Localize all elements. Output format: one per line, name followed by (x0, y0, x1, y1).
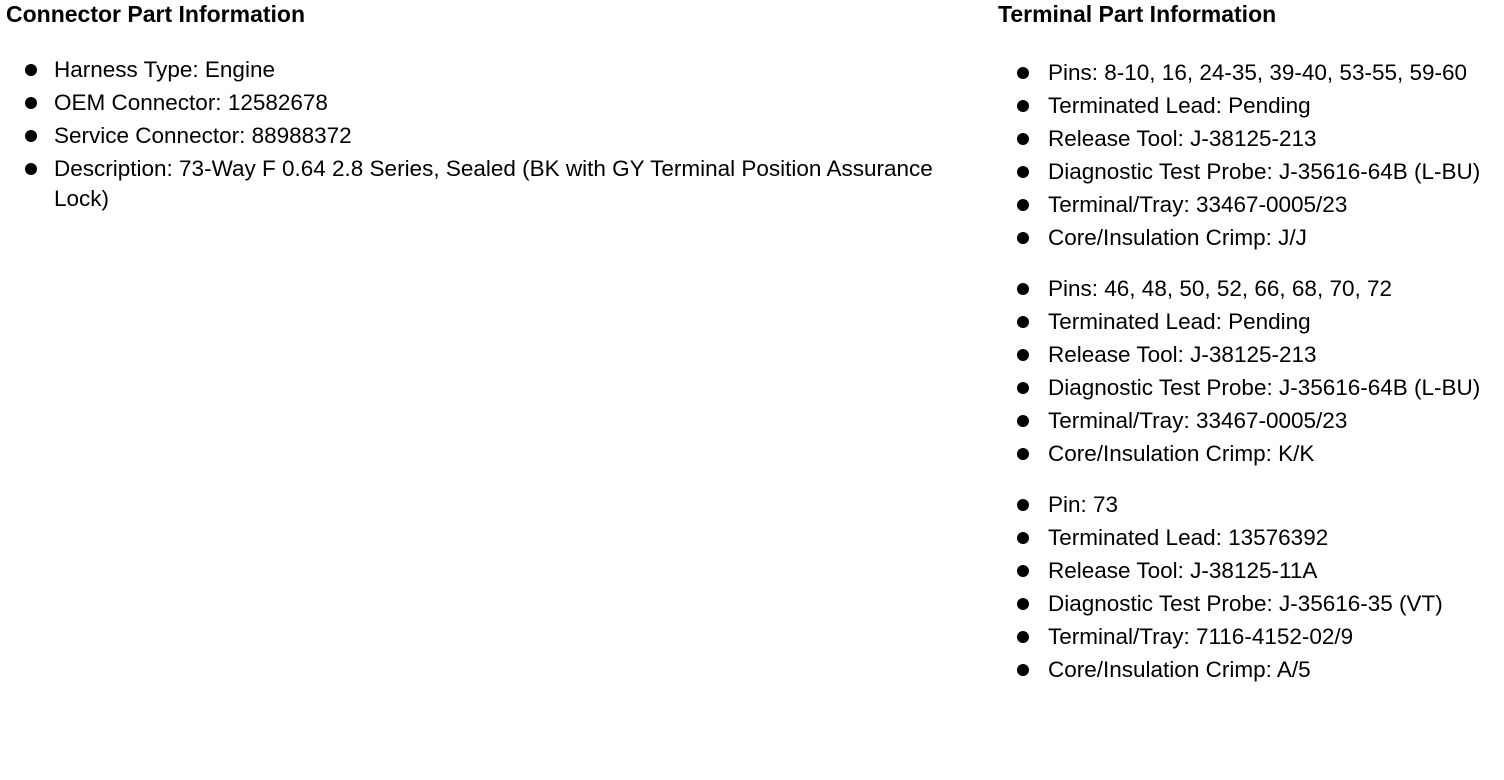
list-item (998, 124, 1498, 154)
list-item-text: OEM Connector: 12582678 (54, 90, 328, 115)
list-item (6, 154, 966, 214)
list-item (998, 556, 1498, 586)
bullet-icon (1017, 598, 1029, 610)
list-item (998, 91, 1498, 121)
bullet-icon (1017, 166, 1029, 178)
list-item (998, 439, 1498, 469)
list-item (6, 55, 966, 85)
list-item (998, 274, 1498, 304)
list-item (998, 490, 1498, 520)
bullet-icon (1017, 415, 1029, 427)
list-item-text: Diagnostic Test Probe: J-35616-64B (L-BU) (1048, 375, 1481, 400)
list-item-text: Description: 73-Way F 0.64 2.8 Series, Sealed (BK with GY Terminal Position Assurance Lock) (54, 156, 933, 211)
list-item (998, 190, 1498, 220)
list-item (998, 157, 1498, 187)
list-item-text: Pins: 8-10, 16, 24-35, 39-40, 53-55, 59-60 (1048, 60, 1468, 85)
bullet-icon (1017, 100, 1029, 112)
list-item (998, 406, 1498, 436)
list-item-text: Release Tool: J-38125-213 (1048, 126, 1317, 151)
list-item-text: Core/Insulation Crimp: K/K (1048, 441, 1315, 466)
terminal-section (998, 0, 1498, 688)
bullet-icon (25, 163, 37, 175)
bullet-icon (1017, 532, 1029, 544)
list-item-text: Core/Insulation Crimp: J/J (1048, 225, 1307, 250)
bullet-icon (1017, 448, 1029, 460)
list-item-text: Terminal/Tray: 7116-4152-02/9 (1048, 624, 1354, 649)
bullet-icon (1017, 499, 1029, 511)
terminal-heading: Terminal Part Information (998, 1, 1277, 27)
list-item (998, 223, 1498, 253)
bullet-icon (1017, 232, 1029, 244)
list-item-text: Release Tool: J-38125-213 (1048, 342, 1317, 367)
bullet-icon (1017, 664, 1029, 676)
bullet-icon (1017, 349, 1029, 361)
bullet-icon (1017, 283, 1029, 295)
list-item (998, 589, 1498, 619)
list-item (998, 340, 1498, 370)
list-item-text: Core/Insulation Crimp: A/5 (1048, 657, 1311, 682)
bullet-icon (25, 64, 37, 76)
list-item (998, 373, 1498, 403)
list-item-text: Harness Type: Engine (54, 57, 275, 82)
bullet-icon (1017, 382, 1029, 394)
list-item-text: Terminated Lead: Pending (1048, 93, 1311, 118)
list-item-text: Pin: 73 (1048, 492, 1119, 517)
list-item-text: Diagnostic Test Probe: J-35616-35 (VT) (1048, 591, 1443, 616)
list-item-text: Terminal/Tray: 33467-0005/23 (1048, 408, 1348, 433)
list-item-text: Terminated Lead: Pending (1048, 309, 1311, 334)
list-item (998, 622, 1498, 652)
bullet-icon (1017, 631, 1029, 643)
connector-list (6, 55, 966, 214)
bullet-icon (25, 97, 37, 109)
bullet-icon (1017, 133, 1029, 145)
list-item-text: Terminal/Tray: 33467-0005/23 (1048, 192, 1348, 217)
list-item (998, 307, 1498, 337)
terminal-group-1 (998, 58, 1498, 253)
list-item (998, 523, 1498, 553)
connector-heading: Connector Part Information (6, 1, 306, 27)
list-item-text: Terminated Lead: 13576392 (1048, 525, 1329, 550)
list-item-text: Service Connector: 88988372 (54, 123, 352, 148)
list-item-text: Release Tool: J-38125-11A (1048, 558, 1318, 583)
list-item-text: Diagnostic Test Probe: J-35616-64B (L-BU) (1048, 159, 1481, 184)
terminal-group-3 (998, 490, 1498, 685)
list-item (6, 88, 966, 118)
bullet-icon (1017, 67, 1029, 79)
list-item-text: Pins: 46, 48, 50, 52, 66, 68, 70, 72 (1048, 276, 1393, 301)
bullet-icon (1017, 199, 1029, 211)
bullet-icon (25, 130, 37, 142)
list-item (998, 655, 1498, 685)
list-item (6, 121, 966, 151)
bullet-icon (1017, 565, 1029, 577)
terminal-group-2 (998, 274, 1498, 469)
bullet-icon (1017, 316, 1029, 328)
list-item (998, 58, 1498, 88)
connector-section (6, 0, 966, 217)
